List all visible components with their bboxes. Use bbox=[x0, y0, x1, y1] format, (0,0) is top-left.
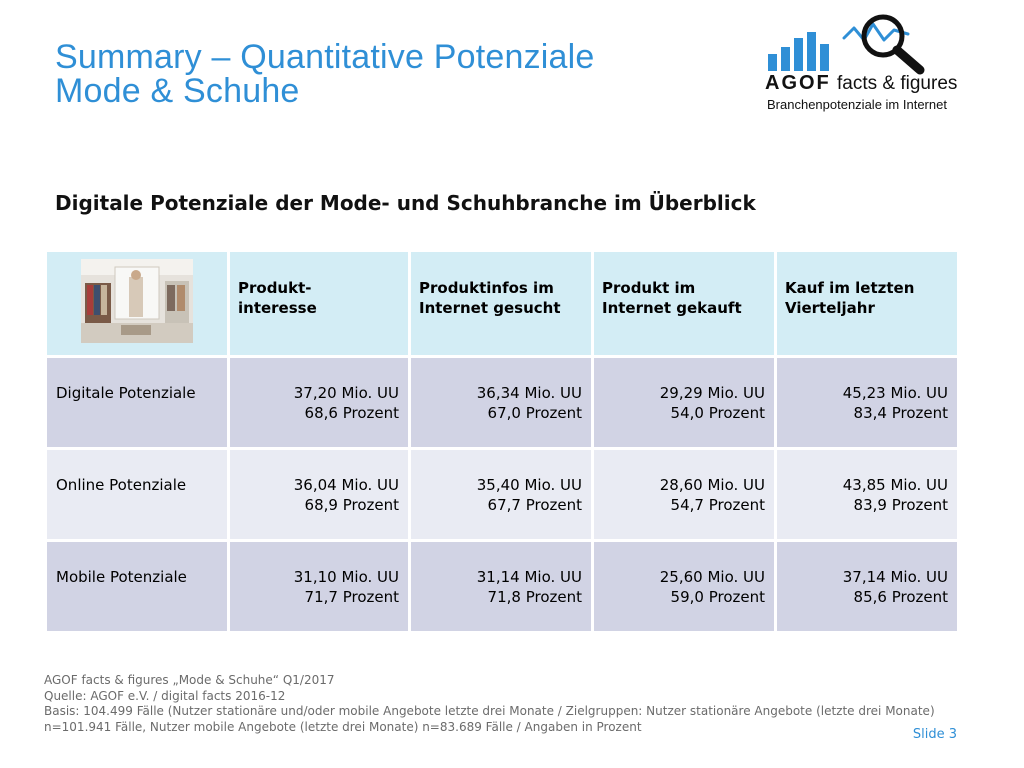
table-cell bbox=[777, 450, 957, 539]
table-row-online bbox=[47, 450, 957, 539]
page-title-line2: Mode & Schuhe bbox=[55, 72, 300, 110]
cell-uu: 25,60 Mio. UU bbox=[659, 568, 765, 586]
cell-pct: 67,7 Prozent bbox=[487, 496, 582, 514]
cell-uu: 31,10 Mio. UU bbox=[293, 568, 399, 586]
cell-pct: 67,0 Prozent bbox=[487, 404, 582, 422]
footnote-basis: Basis: 104.499 Fälle (Nutzer stationäre und/oder mobile Angebote letzte drei Monate / Zielgruppen: Nutzer stationäre Angebote (letzte drei Monate) n=101.941 Fälle, Nutzer mobile Angebote (letzte drei Monate) n=83.689 Fälle / Angaben in Prozent bbox=[44, 704, 935, 734]
table-cell bbox=[411, 450, 591, 539]
cell-pct: 71,8 Prozent bbox=[487, 588, 582, 606]
cell-uu: 36,04 Mio. UU bbox=[293, 476, 399, 494]
column-header-produktinteresse: Produkt- interesse bbox=[230, 252, 408, 355]
table-cell bbox=[777, 358, 957, 447]
row-label: Online Potenziale bbox=[47, 450, 227, 539]
table-cell bbox=[230, 450, 408, 539]
table-row-digitale bbox=[47, 358, 957, 447]
footnote-source-line2: Quelle: AGOF e.V. / digital facts 2016-12 bbox=[44, 688, 286, 703]
agof-brand: AGOF bbox=[765, 72, 831, 94]
column-header-vierteljahr: Kauf im letzten Vierteljahr bbox=[777, 252, 957, 355]
cell-pct: 85,6 Prozent bbox=[853, 588, 948, 606]
cell-pct: 83,9 Prozent bbox=[853, 496, 948, 514]
cell-pct: 54,0 Prozent bbox=[670, 404, 765, 422]
table-cell bbox=[411, 542, 591, 631]
potenziale-table bbox=[44, 249, 960, 634]
table-cell bbox=[230, 542, 408, 631]
cell-pct: 71,7 Prozent bbox=[304, 588, 399, 606]
table-header-row bbox=[47, 252, 957, 355]
cell-uu: 37,20 Mio. UU bbox=[293, 384, 399, 402]
page-title bbox=[55, 40, 595, 108]
cell-uu: 35,40 Mio. UU bbox=[476, 476, 582, 494]
footnote-source-line1: AGOF facts & figures „Mode & Schuhe“ Q1/2017 bbox=[44, 673, 335, 687]
agof-tagline: facts & figures bbox=[837, 73, 958, 94]
table-cell bbox=[777, 542, 957, 631]
cell-pct: 68,9 Prozent bbox=[304, 496, 399, 514]
table-row-mobile bbox=[47, 542, 957, 631]
column-header-produktinfos: Produktinfos im Internet gesucht bbox=[411, 252, 591, 355]
table-cell bbox=[411, 358, 591, 447]
footnote bbox=[44, 673, 959, 735]
slide-number: Slide 3 bbox=[912, 727, 957, 742]
cell-uu: 37,14 Mio. UU bbox=[842, 568, 948, 586]
cell-pct: 59,0 Prozent bbox=[670, 588, 765, 606]
page-title-line1: Summary – Quantitative Potenziale bbox=[55, 38, 595, 76]
header-image-cell bbox=[47, 252, 227, 355]
row-label: Mobile Potenziale bbox=[47, 542, 227, 631]
cell-uu: 45,23 Mio. UU bbox=[842, 384, 948, 402]
column-header-gekauft: Produkt im Internet gekauft bbox=[594, 252, 774, 355]
agof-logo bbox=[760, 10, 980, 115]
agof-subline: Branchenpotenziale im Internet bbox=[767, 97, 947, 112]
table-cell bbox=[594, 450, 774, 539]
agof-bar-chart-logo bbox=[760, 10, 980, 75]
cell-pct: 83,4 Prozent bbox=[853, 404, 948, 422]
cell-uu: 43,85 Mio. UU bbox=[842, 476, 948, 494]
table-cell bbox=[594, 358, 774, 447]
cell-pct: 68,6 Prozent bbox=[304, 404, 399, 422]
cell-uu: 31,14 Mio. UU bbox=[476, 568, 582, 586]
row-label: Digitale Potenziale bbox=[47, 358, 227, 447]
cell-uu: 29,29 Mio. UU bbox=[659, 384, 765, 402]
section-heading: Digitale Potenziale der Mode- und Schuhbranche im Überblick bbox=[55, 191, 756, 215]
table-cell bbox=[230, 358, 408, 447]
cell-uu: 36,34 Mio. UU bbox=[476, 384, 582, 402]
cell-pct: 54,7 Prozent bbox=[670, 496, 765, 514]
cell-uu: 28,60 Mio. UU bbox=[659, 476, 765, 494]
table-cell bbox=[594, 542, 774, 631]
store-photo bbox=[81, 259, 193, 343]
